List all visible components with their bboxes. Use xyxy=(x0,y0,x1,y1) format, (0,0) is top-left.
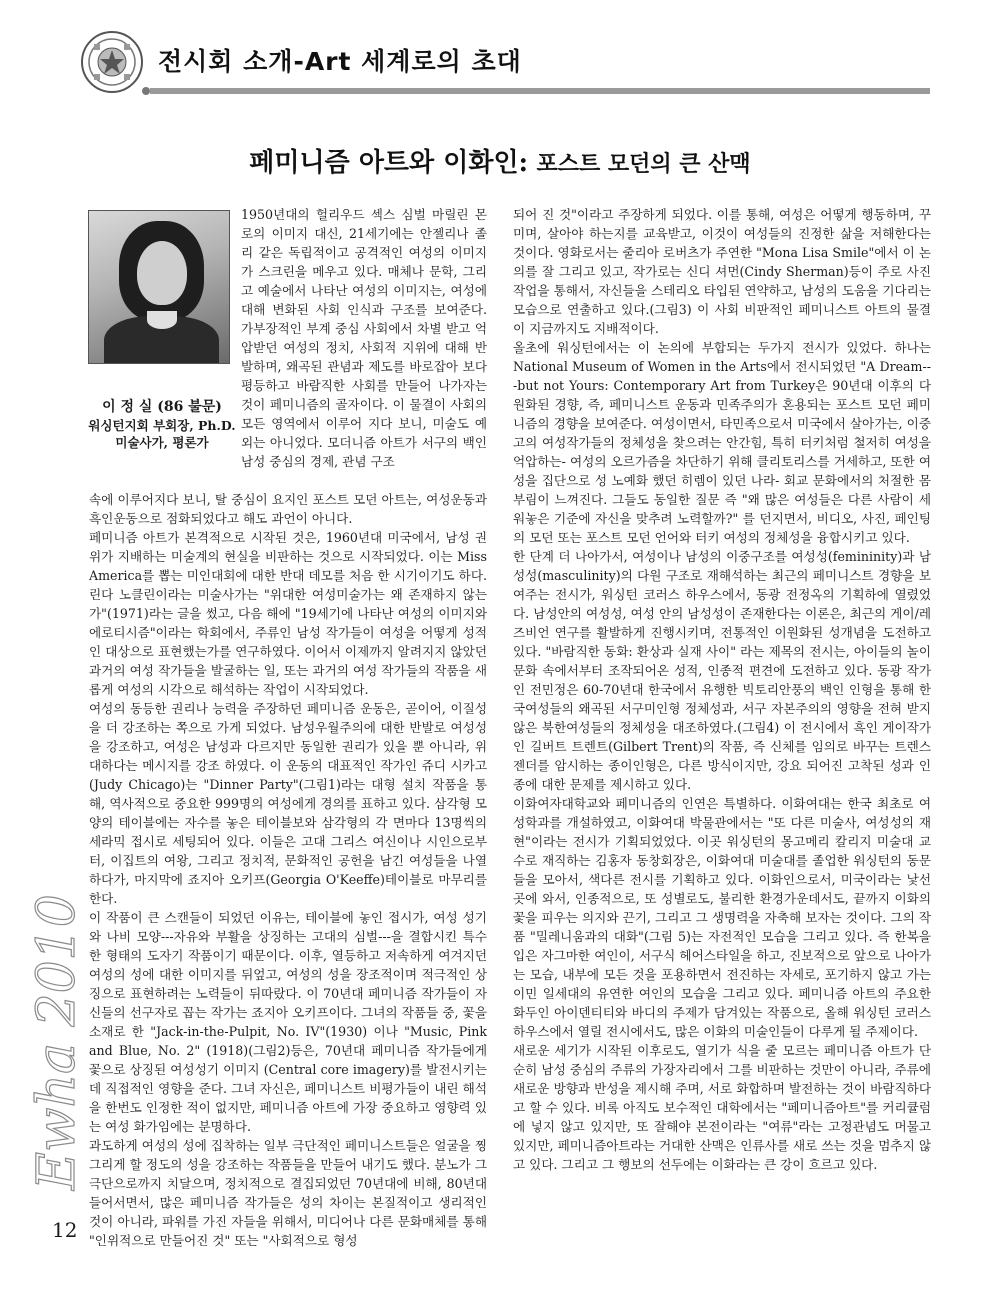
body-paragraph: 올초에 워싱턴에서는 이 논의에 부합되는 두가지 전시가 있었다. 하나는 National Museum of Women in the Arts에서 전시되었던 "A Dream---but not Yours: Contemporary Art from Turkey은 90년대 이후의 다원화된 경향, 즉, 페미니스트 운동과 민족주의가 혼용되는 포스트 모던 페미니즘의 경향을 보여준다. 여성이면서, 타민족으로서 미국에서 살아가는, 이중고의 여성작가들의 정체성을 찾으려는 안간힘, 특히 터키처럼 철저히 여성을 억압하는- 여성의 오르가즘을 차단하기 위해 클리토리스를 거세하고, 또한 여성을 집단으로 성 노예화 했던 히렘이 있던 나라- 회교 문화에서의 처절한 몸부림이 느껴진다. 그들도 동일한 질문 즉 "왜 많은 여성들은 다른 사람이 세워놓은 기준에 자신을 맞추려 노력할까?" 를 던지면서, 비디오, 사진, 페인팅의 모던 또는 포스트 모던 언어와 터키 여성의 정체성을 융합시키고 있다. xyxy=(513,340,931,545)
body-paragraph: 속에 이루어지다 보니, 탈 중심이 요지인 포스트 모던 아트는, 여성운동과 흑인운동으로 점화되었다고 해도 과언이 아니다. xyxy=(89,492,487,526)
ewha-emblem-icon xyxy=(80,30,144,94)
body-paragraph: 이 작품이 큰 스캔들이 되었던 이유는, 테이블에 놓인 접시가, 여성 성기와 나비 모양---자유와 부활을 상징하는 고대의 심벌---을 결합시킨 특수한 형태의 도자기 작품이기 때문이다. 이후, 열등하고 저속하게 여겨지던 여성의 성에 대한 이미지를 뒤엎고, 여성의 성을 장조적이며 적극적인 상징으로 표현하려는 노력들이 뒤따랐다. 이 70년대 페미니즘 작가들이 자신들의 선구자로 꼽는 작가는 죠지아 오키프이다. 그녀의 작품들 중, 꽃을 소재로 한 "Jack-in-the-Pulpit, No. IV"(1930) 이나 "Music, Pink and Blue, No. 2" (1918)(그림2)등은, 70년대 페미니즘 작가들에게 꽃으로 상징된 여성성기 이미지 (Central core imagery)를 발전시키는데 직접적인 영향을 준다. 그녀 자신은, 페미니스트 비평가들이 내린 해석을 한번도 인정한 적이 없지만, 페미니즘 아트에 가장 중요하고 영향력 있는 여성 화가임에는 분명하다. xyxy=(89,910,487,1134)
page-header xyxy=(0,30,1000,94)
section-title: 전시회 소개-Art 세계로의 초대 xyxy=(158,47,522,76)
author-name: 이 정 실 (86 불문) xyxy=(102,399,222,415)
article-title xyxy=(0,142,1000,179)
body-paragraph: 새로운 세기가 시작된 이후로도, 열기가 식을 줄 모르는 페미니즘 아트가 단순히 남성 중심의 주류의 가장자리에서 그를 비판하는 것만이 아니라, 주류에 새로운 방향과 반성을 제시해 주며, 서로 화합하며 발전하는 것이 바람직하다고 할 수 있다. 비록 아직도 보수적인 대학에서는 "페미니즘아트"를 커리큘럼에 넣지 않고 있지만, 또 잘해야 본전이라는 "여류"라는 고정관념도 머물고 있지만, 페미니즘아트라는 거대한 산맥은 인류사를 새로 쓰는 것을 멈추지 않고 있다. 그리고 그 행보의 선두에는 이화라는 큰 강이 흐르고 있다. xyxy=(513,1043,931,1172)
body-paragraph: 되어 진 것"이라고 주장하게 되었다. 이를 통해, 여성은 어떻게 행동하며, 꾸미며, 살아야 하는지를 교육받고, 이것이 여성들의 진정한 삶을 저해한다는 것이다. 영화로서는 줄리아 로버츠가 주연한 "Mona Lisa Smile"에서 이 논의를 잘 그리고 있고, 작가로는 신디 셔먼(Cindy Sherman)등이 주로 사진작업을 통해서, 자신들을 스테리오 타입된 연약하고, 남성의 도움을 기다리는 모습으로 연출하고 있다.(그림3) 이 사회 비판적인 페미니스트 아트의 물결이 지금까지도 지배적이다. xyxy=(513,207,931,336)
body-text-left-column xyxy=(89,490,487,1250)
author-role: 워싱턴지회 부회장, Ph.D. xyxy=(88,418,236,433)
body-paragraph: 한 단계 더 나아가서, 여성이나 남성의 이중구조를 여성성(femininity)과 남성성(masculinity)의 다원 구조로 재해석하는 최근의 페미니스트 경향을 보여주는 전시가, 워싱턴 코러스 하우스에서, 동광 전정옥의 기획하에 열렸었다. 남성안의 여성성, 여성 안의 남성성이 존재한다는 이론은, 최근의 게이/레즈비언 연구를 활발하게 진행시키며, 전통적인 이원화된 성개념을 도전하고 있다. "바람직한 동화: 환상과 실재 사이" 라는 제목의 전시는, 아이들의 놀이 문화 속에서부터 조작되어온 성적, 인종적 편견에 도전하고 있다. 동광 작가인 전민정은 60-70년대 한국에서 유행한 빅토리안풍의 백인 인형을 통해 한국여성들의 왜곡된 서구미인형 정체성과, 서구 자본주의의 영향을 전혀 받지 않은 북한여성들의 정체성을 대조하였다.(그림4) 이 전시에서 흑인 게이작가인 길버트 트렌트(Gilbert Trent)의 작품, 즉 신체를 임의로 바꾸는 트렌스 젠더를 암시하는 종이인형은, 다른 방식이지만, 강요 되어진 고착된 성과 인종에 대한 문제를 제시하고 있다. xyxy=(513,549,931,792)
article-title-main: 페미니즘 아트와 이화인: xyxy=(249,148,529,178)
body-paragraph: 이화여자대학교와 페미니즘의 인연은 특별하다. 이화여대는 한국 최초로 여성학과를 개설하였고, 이화여대 박물관에서는 "또 다른 미술사, 여성성의 재현"이라는 전시가 기획되었었다. 이곳 워싱턴의 몽고메리 칼리지 미술대 교수로 재직하는 김홍자 동창회장은, 이화여대 미술대를 졸업한 워싱턴의 동문들을 모아서, 색다른 전시를 기획하고 있다. 이화인으로서, 미국이라는 낯선 곳에 와서, 인종적으로, 또 성별로도, 불리한 환경가운데서도, 끝까지 이화의 꽃을 피우는 의지와 끈기, 그리고 그 생명력을 자축해 보자는 것이다. 그의 작품 "밀레니움과의 대화"(그림 5)는 자전적인 모습을 그리고 있다. 즉 한복을 입은 자그마한 여인이, 서구식 헤어스타일을 하고, 진보적으로 앞으로 나아가는 모습, 내부에 모든 것을 포용하면서 전진하는 자세로, 포기하지 않고 가는 이민 일세대의 유연한 여인의 모습을 그리고 있다. 페미니즘 아트의 주요한 화두인 아이덴티티와 바디의 주제가 담겨있는 작품으로, 올해 워싱턴 코러스 하우스에서 열릴 전시에서도, 많은 이화의 미술인들이 다루게 될 주제이다. xyxy=(513,796,931,1039)
body-paragraph: 여성의 동등한 권리나 능력을 주장하던 페미니즘 운동은, 곧이어, 이질성을 더 강조하는 쪽으로 가게 되었다. 남성우월주의에 대한 반발로 여성성을 강조하고, 여성은 남성과 다르지만 동일한 권리가 있을 뿐 아니라, 위대하다는 메시지를 강조 하였다. 이 운동의 대표적인 작가인 쥬디 시카고(Judy Chicago)는 "Dinner Party"(그림1)라는 대형 설치 작품을 통해, 역사적으로 중요한 999명의 여성에게 경의를 표하고 있다. 삼각형 모양의 테이블에는 자수를 놓은 테이블보와 삼각형의 각 면마다 13명씩의 세라믹 접시로 세팅되어 있다. 이들은 고대 그리스 여신이나 시인으로부터, 이집트의 여왕, 그리고 정치적, 문화적인 공헌을 남긴 여성들을 나열하다가, 마지막에 죠지아 오키프(Georgia O'Keeffe)테이블로 마무리를 한다. xyxy=(89,701,487,906)
body-text-wrap xyxy=(241,205,487,471)
body-paragraph: 페미니즘 아트가 본격적으로 시작된 것은, 1960년대 미국에서, 남성 권위가 지배하는 미술계의 현실을 비판하는 것으로 시작되었다. 이는 Miss America를 뽑는 미인대회에 대한 반대 데모를 처음 한 시기이기도 하다. 린다 노클린이라는 미술사가는 "위대한 여성미술가는 왜 존재하지 않는가"(1971)라는 글을 썼고, 다음 해에 "19세기에 나타난 여성의 이미지와 에로티시즘"이라는 학회에서, 주류인 남성 작가들이 여성을 어떻게 성적인 대상으로 표현했는가를 연구하였다. 이어서 이제까지 알려지지 않았던 과거의 여성 작가들을 발굴하는 일, 또는 과거의 여성 작가들의 작품을 새롭게 여성의 시각으로 해석하는 작업이 시작되었다. xyxy=(89,530,487,697)
header-rule-dot xyxy=(142,87,150,95)
author-job: 미술사가, 평론가 xyxy=(115,435,209,450)
article-title-sub: 포스트 모던의 큰 산맥 xyxy=(536,152,751,177)
watermark xyxy=(12,880,102,1200)
author-photo xyxy=(88,210,230,364)
header-rule xyxy=(150,88,930,94)
body-paragraph: 1950년대의 헐리우드 섹스 심벌 마릴린 몬로의 이미지 대신, 21세기에는 안젤리나 졸리 같은 독립적이고 공격적인 여성의 이미지가 스크린을 메우고 있다. 매체나 문학, 그리고 예술에서 나타난 여성의 이미지는, 여성에 대해 변화된 사회 인식과 구조를 보여준다. 가부장적인 부계 중심 사회에서 차별 받고 억압받던 여성의 정치, 사회적 지위에 대해 반발하며, 왜곡된 관념과 제도를 바로잡아 보다 평등하고 바람직한 사회를 만들어 나가자는 것이 페미니즘의 골자이다. 이 물결이 사회의 모든 영역에서 이루어 지다 보니, 미술도 예외는 아니었다. 모더니즘 아트가 서구의 백인 남성 중심의 경제, 관념 구조 xyxy=(241,207,487,469)
page-number: 12 xyxy=(52,1218,78,1242)
author-caption xyxy=(72,398,252,451)
body-text-right-column xyxy=(513,205,931,1174)
watermark-text: Ewha 2010 xyxy=(27,894,87,1190)
body-paragraph: 과도하게 여성의 성에 집착하는 일부 극단적인 페미니스트들은 얼굴을 찡그리게 할 정도의 성을 강조하는 작품들을 만들어 내기도 했다. 분노가 그 극단으로까지 치달으며, 정치적으로 결집되었던 70년대에 비해, 80년대 들어서면서, 많은 페미니즘 작가들은 성의 차이는 본질적이고 생리적인 것이 아니라, 파워를 가진 자들을 위해서, 미디어나 다른 문화매체를 통해 "인위적으로 만들어진 것" 또는 "사회적으로 형성 xyxy=(89,1138,487,1248)
